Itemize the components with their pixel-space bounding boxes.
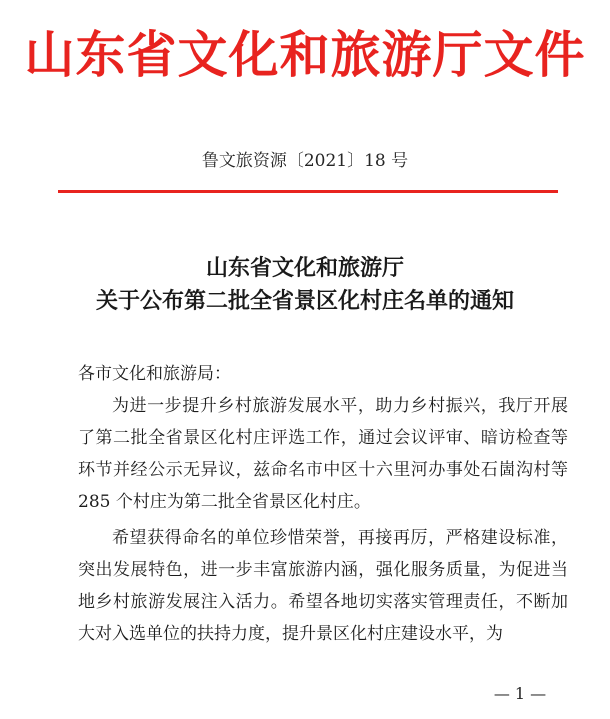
page-number: — 1 — — [493, 684, 547, 703]
red-divider-line — [58, 190, 558, 193]
issuer-header-title: 山东省文化和旅游厅文件 — [24, 25, 586, 84]
body-paragraph-2: 希望获得命名的单位珍惜荣誉，再接再厉，严格建设标准，突出发展特色，进一步丰富旅游内涵，强化服务质量，为促进当地乡村旅游发展注入活力。希望各地切实落实管理责任，不断加大对入选单位的扶持力度，提升景区化村庄建设水平，为 — [78, 528, 568, 644]
document-number: 鲁文旅资源〔2021〕18 号 — [201, 151, 409, 171]
salutation: 各市文化和旅游局： — [78, 364, 231, 384]
body-paragraph-1: 为进一步提升乡村旅游发展水平，助力乡村振兴，我厅开展了第二批全省景区化村庄评选工作，通过会议评审、暗访检查等环节并经公示无异议，兹命名市中区十六里河办事处石崮沟村等 285 个村庄为第二批全省景区化村庄。 — [78, 396, 568, 512]
notice-title-line-1: 山东省文化和旅游厅 — [205, 255, 404, 281]
notice-title-line-2: 关于公布第二批全省景区化村庄名单的通知 — [95, 288, 514, 314]
document-body — [78, 358, 568, 650]
notice-title — [0, 252, 610, 318]
